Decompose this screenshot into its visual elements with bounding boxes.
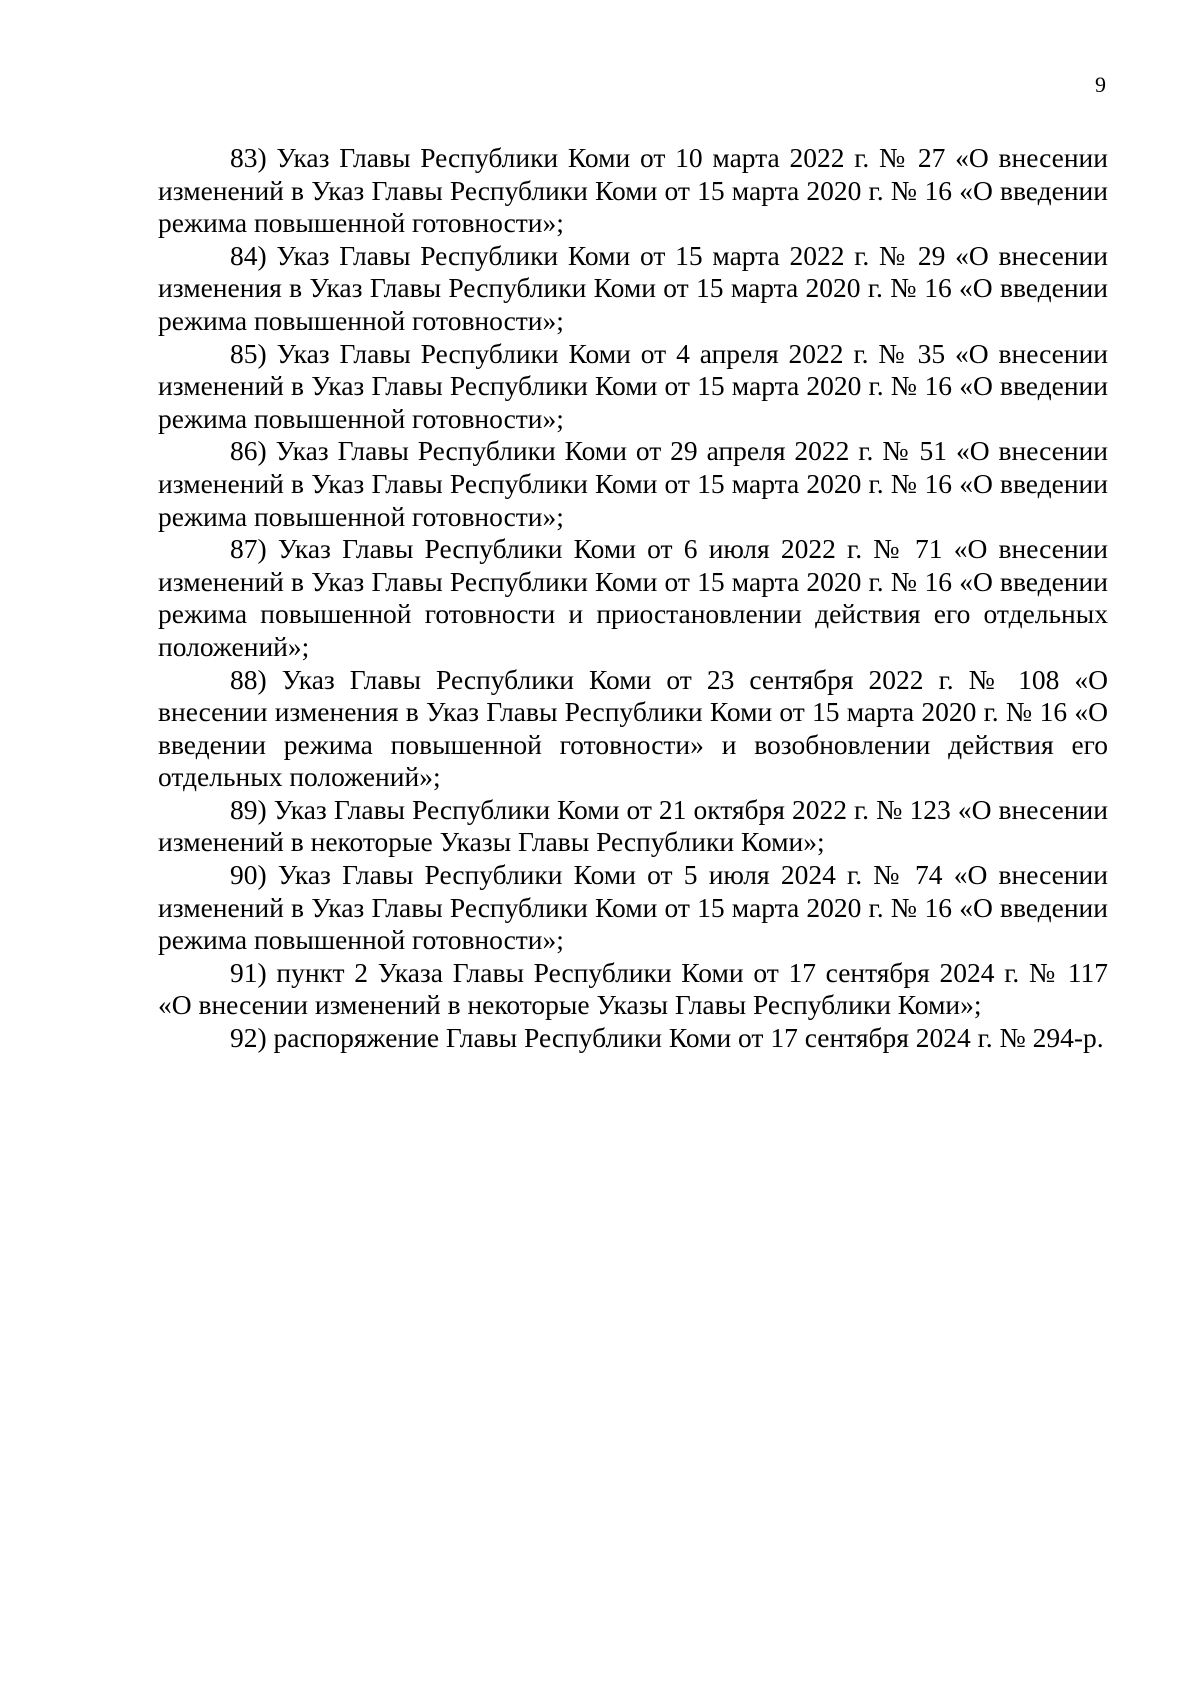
list-item-91: 91) пункт 2 Указа Главы Республики Коми от 17 сентября 2024 г. № 117 «О внесении изменений в некоторые Указы Главы Республики Коми»; <box>158 956 1108 1021</box>
list-item-92: 92) распоряжение Главы Республики Коми от 17 сентября 2024 г. № 294-р. <box>230 1022 1104 1054</box>
list-item-84: 84) Указ Главы Республики Коми от 15 марта 2022 г. № 29 «О внесении изменения в Указ Главы Республики Коми от 15 марта 2020 г. № 16 «О введении режима повышенной готовности»; <box>158 239 1108 336</box>
list-item-83: 83) Указ Главы Республики Коми от 10 марта 2022 г. № 27 «О внесении изменений в Указ Главы Республики Коми от 15 марта 2020 г. № 16 «О введении режима повышенной готовности»; <box>158 142 1108 239</box>
list-item-87: 87) Указ Главы Республики Коми от 6 июля 2022 г. № 71 «О внесении изменений в Указ Главы Республики Коми от 15 марта 2020 г. № 16 «О введении режима повышенной готовности и приостановлении действия его отдельных положений»; <box>158 533 1108 662</box>
page-number: 9 <box>1095 72 1106 97</box>
list-item-86: 86) Указ Главы Республики Коми от 29 апреля 2022 г. № 51 «О внесении изменений в Указ Главы Республики Коми от 15 марта 2020 г. № 16 «О введении режима повышенной готовности»; <box>158 435 1108 532</box>
list-item-90: 90) Указ Главы Республики Коми от 5 июля 2024 г. № 74 «О внесении изменений в Указ Главы Республики Коми от 15 марта 2020 г. № 16 «О введении режима повышенной готовности»; <box>158 859 1108 956</box>
list-item-85: 85) Указ Главы Республики Коми от 4 апреля 2022 г. № 35 «О внесении изменений в Указ Главы Республики Коми от 15 марта 2020 г. № 16 «О введении режима повышенной готовности»; <box>158 337 1108 434</box>
list-item-89: 89) Указ Главы Республики Коми от 21 октября 2022 г. № 123 «О внесении изменений в некоторые Указы Главы Республики Коми»; <box>158 793 1108 858</box>
list-item-88: 88) Указ Главы Республики Коми от 23 сентября 2022 г. № 108 «О внесении изменения в Указ Главы Республики Коми от 15 марта 2020 г. № 16 «О введении режима повышенной готовности» и возобновлении действия его отдельных положений»; <box>158 663 1108 793</box>
document-body <box>158 142 1108 1055</box>
